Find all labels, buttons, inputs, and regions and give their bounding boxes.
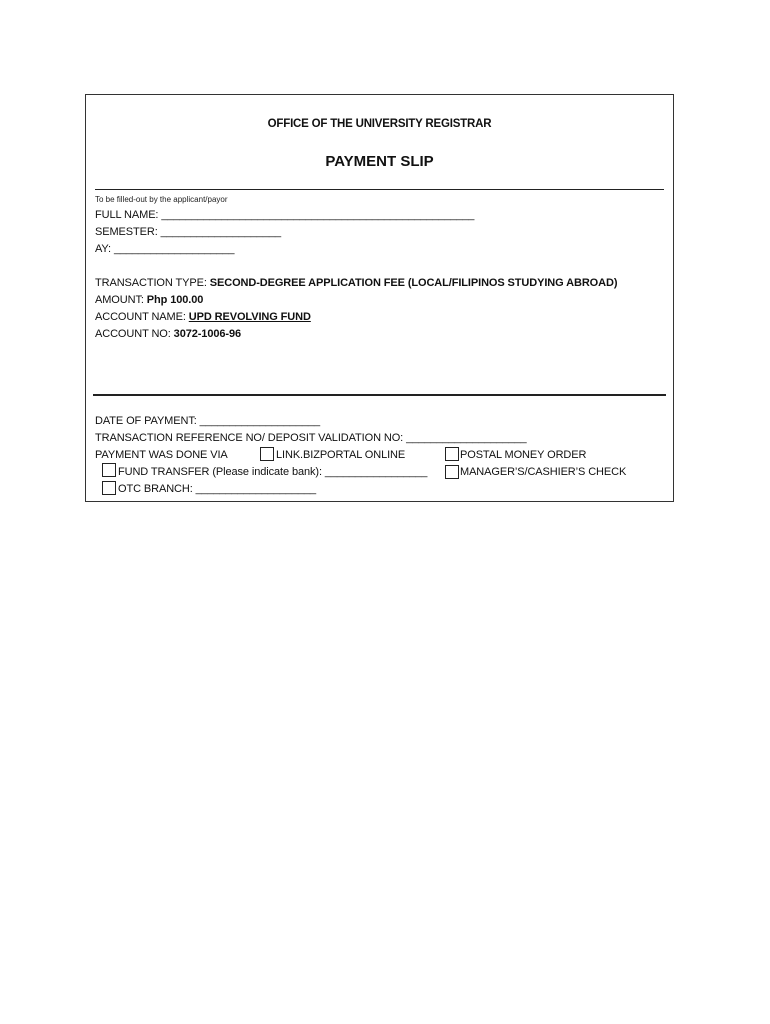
amount-value: Php 100.00 [146,294,204,306]
amount-label: AMOUNT: [95,294,144,306]
managers-check-label: MANAGER’S/CASHIER’S CHECK [460,466,627,478]
header-divider [95,189,664,190]
date-of-payment-label: DATE OF PAYMENT: [95,415,197,427]
otc-branch-checkbox[interactable] [102,481,116,495]
office-heading: OFFICE OF THE UNIVERSITY REGISTRAR [267,118,492,130]
account-no-value: 3072-1006-96 [173,328,241,340]
account-no-row [95,328,241,340]
semester-row [95,226,281,238]
link-bizportal-label: LINK.BIZPORTAL ONLINE [276,449,406,461]
semester-label: SEMESTER: [95,226,158,238]
account-name-row [95,311,311,323]
fund-transfer-bank-field[interactable]: _________________ [324,466,428,478]
otc-branch-row [118,483,316,495]
transaction-type-value: SECOND-DEGREE APPLICATION FEE (LOCAL/FILIPINOS STUDYING ABROAD) [209,277,618,289]
transaction-type-row [95,277,617,289]
fund-transfer-row [118,466,427,478]
ay-field[interactable]: ____________________ [113,243,235,255]
amount-row [95,294,203,306]
transaction-type-label: TRANSACTION TYPE: [95,277,207,289]
full-name-row [95,209,474,221]
otc-branch-label: OTC BRANCH: [118,483,193,495]
payment-slip-form [85,94,674,502]
managers-check-checkbox[interactable] [445,465,459,479]
account-name-label: ACCOUNT NAME: [95,311,186,323]
otc-branch-field[interactable]: ____________________ [195,483,317,495]
ay-row [95,243,234,255]
postal-money-order-checkbox[interactable] [445,447,459,461]
date-of-payment-row [95,415,320,427]
link-bizportal-checkbox[interactable] [260,447,274,461]
full-name-field[interactable]: ____________________________________________________ [161,209,475,221]
reference-no-field[interactable]: ____________________ [406,432,527,444]
ay-label: AY: [95,243,112,255]
postal-money-order-label: POSTAL MONEY ORDER [460,449,587,461]
full-name-label: FULL NAME: [95,209,159,221]
fund-transfer-label: FUND TRANSFER (Please indicate bank): [118,466,322,478]
account-no-label: ACCOUNT NO: [95,328,171,340]
instruction-note: To be filled-out by the applicant/payor [95,195,228,204]
section-divider [93,394,666,396]
payment-via-label: PAYMENT WAS DONE VIA [95,449,228,461]
reference-no-row [95,432,526,444]
fund-transfer-checkbox[interactable] [102,463,116,477]
date-of-payment-field[interactable]: ____________________ [199,415,321,427]
reference-no-label: TRANSACTION REFERENCE NO/ DEPOSIT VALIDATION NO: [95,432,404,444]
account-name-value: UPD REVOLVING FUND [188,311,311,323]
semester-field[interactable]: ____________________ [160,226,281,238]
form-title: PAYMENT SLIP [325,153,434,170]
